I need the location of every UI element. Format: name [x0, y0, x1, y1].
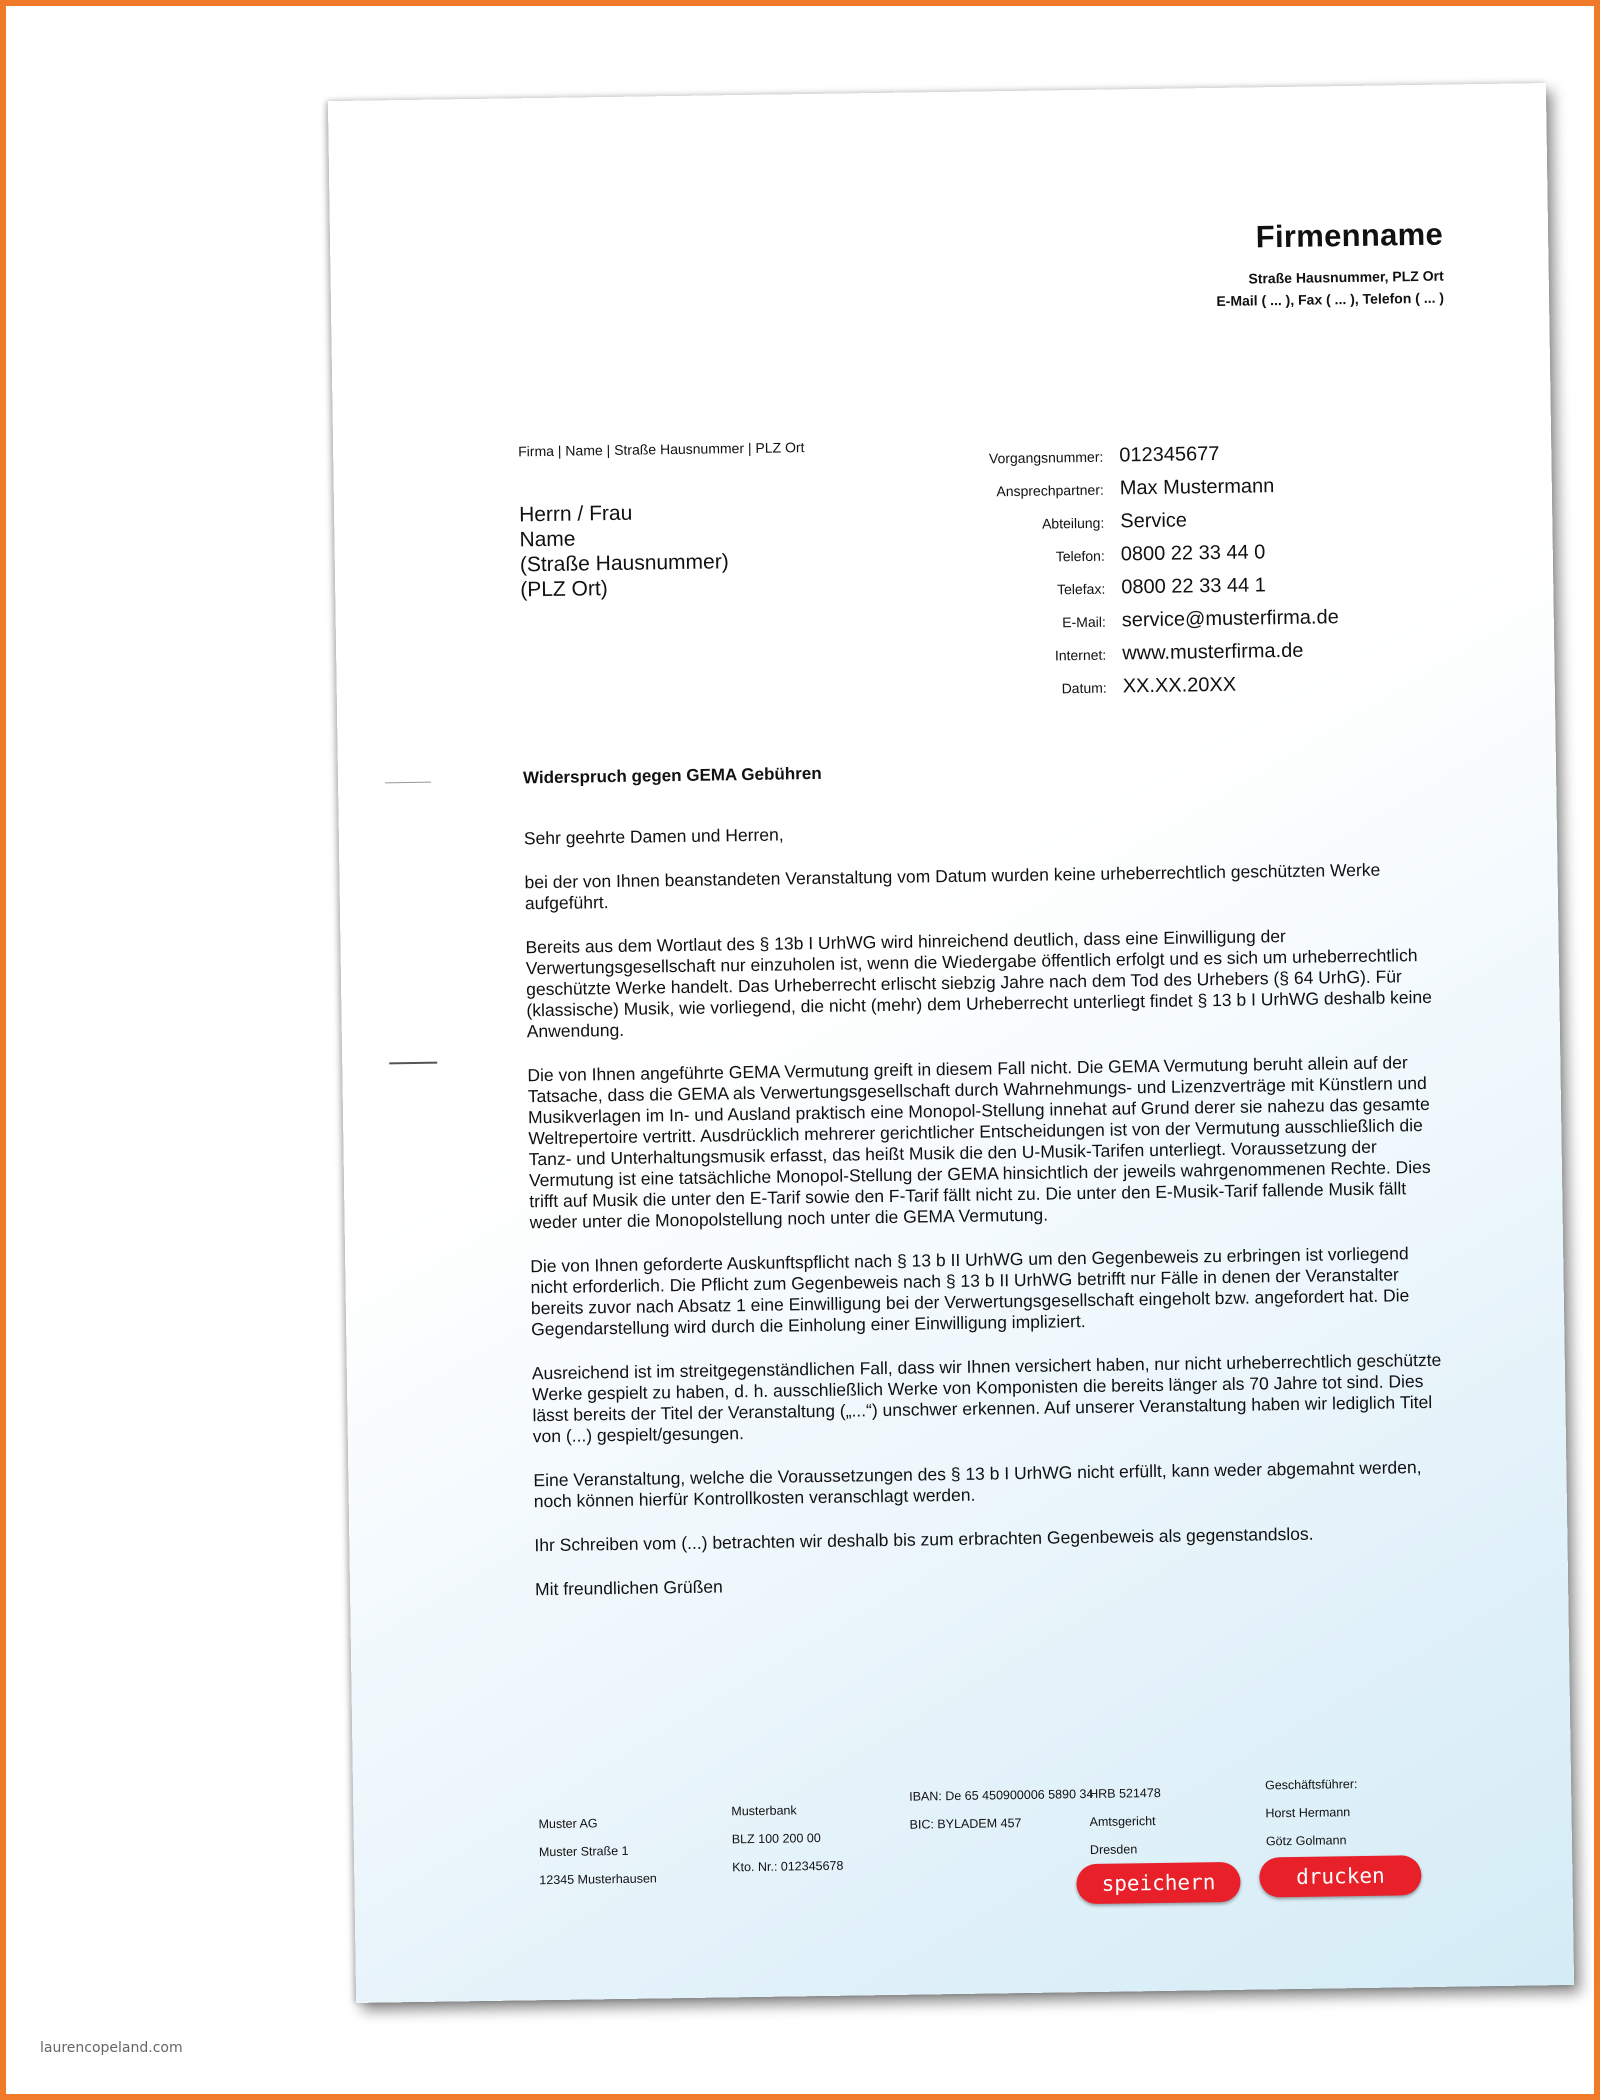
footer-line: 12345 Musterhausen: [539, 1871, 657, 1888]
info-label: Abteilung:: [1041, 514, 1105, 532]
footer-line: BIC: BYLADEM 457: [909, 1816, 1022, 1832]
footer-management: [1265, 1770, 1359, 1855]
info-block: [893, 440, 1417, 712]
info-value: Max Mustermann: [1119, 475, 1275, 500]
footer-line: Musterbank: [731, 1803, 797, 1819]
hole-mark: [389, 1062, 437, 1065]
letter-page: [328, 83, 1574, 2003]
info-label: Telefax:: [1056, 580, 1106, 598]
footer-line: Muster Straße 1: [538, 1843, 629, 1860]
subject-line: Widerspruch gegen GEMA Gebühren: [522, 763, 822, 788]
body-paragraph: Die von Ihnen angeführte GEMA Vermutung greift in diesem Fall nicht. Die GEMA Vermutung beruht allein auf der Tatsache, dass die GEMA als Verwertungsgesellschaft durch Wahrnehmungs- und Lizenzverträge mit Künstlern und Musikverlagen im In- und Ausland praktisch eine Monopol-Stellung innehat auf Grund derer sie nahezu das gesamte Weltrepertoire vertritt. Ausdrücklich mehrerer gerichtlicher Entscheidungen ist von der Vermutung ausschließlich die Tanz- und Unterhaltungsmusik erfasst, das heißt Musik die den U-Musik-Tarifen unterliegt. Voraussetzung der Vermutung ist eine tatsächliche Monopol-Stellung der GEMA hinsichtlich der jeweils wahrgenommenen Rechte. Dies trifft auf Musik die unter den E-Tarif sowie den F-Tarif fällt nicht zu. Die unter den E-Musik-Tarif fallende Musik fällt weder unter die Monopolstellung noch unter die GEMA Vermutung.: [527, 1052, 1431, 1233]
info-label: Ansprechpartner:: [996, 481, 1104, 500]
footer-line: Dresden: [1089, 1842, 1138, 1858]
body-paragraph: Ausreichend ist im streitgegenständlichen Fall, dass wir Ihnen versichert haben, nur nicht urheberrechtlich geschützte Werke gespielt zu haben, d. h. ausschließlich Werke von Komponisten die bereits länger als 70 Jahre tot sind. Dies lässt bereits der Titel der Veranstaltung („...“) unschwer erkennen. Auf unserer Veranstaltung haben wir lediglich Titel von (...) gespielt/gesungen.: [531, 1349, 1442, 1447]
info-value: 0800 22 33 44 1: [1121, 574, 1267, 599]
info-label: Internet:: [1054, 646, 1107, 664]
body-paragraph: Bereits aus dem Wortlaut des § 13b I UrhWG wird hinreichend deutlich, dass eine Einwilligung der Verwertungsgesellschaft nur einzuholen ist, wenn die Wiedergabe öffentlich erfolgt und es sich um urheberrechtlich geschützte Werke handelt. Das Urheberrecht erlischt siebzig Jahre nach dem Tod des Urhebers (§ 64 UrhG). Für (klassische) Musik, wie vorliegend, die nicht (mehr) dem Urheberrecht unterliegt findet § 13 b I UrhWG deshalb keine Anwendung.: [525, 926, 1433, 1042]
recipient-address: [519, 499, 729, 602]
info-label: Telefon:: [1055, 547, 1105, 565]
recipient-line: Name: [519, 527, 576, 552]
print-button[interactable]: drucken: [1259, 1855, 1422, 1897]
info-row: [897, 671, 1417, 712]
company-contact: E-Mail ( ... ), Fax ( ... ), Telefon ( ... ): [1216, 289, 1445, 309]
closing: Mit freundlichen Grüßen: [534, 1576, 723, 1600]
footer-iban: [909, 1780, 1094, 1839]
body-paragraph: bei der von Ihnen beanstandeten Veranstaltung vom Datum wurden keine urheberrechtlich geschützten Werke aufgeführt.: [524, 859, 1381, 914]
info-value: www.musterfirma.de: [1122, 639, 1304, 665]
info-label: Datum:: [1061, 679, 1107, 697]
body-paragraph: Die von Ihnen geforderte Auskunftspflicht nach § 13 b II UrhWG um den Gegenbeweis zu erbringen ist vorliegend nicht erforderlich. Die Pflicht zum Gegenbeweis nach § 13 b II UrhWG betrifft nur Fälle in denen der Veranstalter bereits zuvor nach Absatz 1 eine Einwilligung bei der Verwertungsgesellschaft eingeholt bzw. angefordert hat. Die Gegendarstellung wird durch die Einholung einer Einwilligung impliziert.: [530, 1243, 1410, 1340]
body-paragraph: Ihr Schreiben vom (...) betrachten wir deshalb bis zum erbrachten Gegenbeweis als gegenstandslos.: [534, 1523, 1314, 1556]
body-paragraph: Sehr geehrte Damen und Herren,: [523, 824, 784, 849]
info-value: 012345677: [1119, 442, 1220, 467]
company-name: Firmenname: [1255, 216, 1444, 255]
footer-line: BLZ 100 200 00: [731, 1831, 821, 1847]
footer-line: Amtsgericht: [1089, 1814, 1156, 1830]
footer-line: Kto. Nr.: 012345678: [732, 1858, 844, 1875]
footer-line: Muster AG: [538, 1816, 598, 1832]
recipient-line: (PLZ Ort): [520, 577, 608, 602]
footer-line: Götz Golmann: [1265, 1833, 1347, 1849]
footer-line: Horst Hermann: [1265, 1805, 1351, 1821]
letter-body: [524, 815, 1446, 1623]
footer-register: [1089, 1779, 1162, 1864]
info-label: E-Mail:: [1062, 613, 1106, 631]
body-paragraph: Eine Veranstaltung, welche die Voraussetzungen des § 13 b I UrhWG nicht erfüllt, kann weder abgemahnt werden, noch können hierfür Kontrollkosten veranschlagt werden.: [533, 1457, 1422, 1512]
footer-line: Geschäftsführer:: [1264, 1777, 1358, 1793]
save-button[interactable]: speichern: [1076, 1862, 1241, 1904]
info-value: XX.XX.20XX: [1122, 673, 1237, 698]
info-value: service@musterfirma.de: [1121, 606, 1339, 632]
company-address: Straße Hausnummer, PLZ Ort: [1248, 267, 1444, 287]
footer-line: HRB 521478: [1089, 1785, 1161, 1802]
fold-mark: [385, 782, 431, 784]
source-watermark: laurencopeland.com: [40, 2040, 183, 2056]
info-value: 0800 22 33 44 0: [1120, 541, 1266, 566]
footer-line: IBAN: De 65 450900006 5890 34: [909, 1786, 1094, 1804]
recipient-line: Herrn / Frau: [518, 501, 633, 527]
sender-line: Firma | Name | Straße Hausnummer | PLZ Ort: [518, 439, 805, 460]
info-label: Vorgangsnummer:: [988, 448, 1104, 467]
footer-company: [538, 1808, 657, 1894]
recipient-line: (Straße Hausnummer): [519, 550, 729, 577]
info-value: Service: [1120, 509, 1188, 533]
footer-bank: [731, 1796, 843, 1882]
